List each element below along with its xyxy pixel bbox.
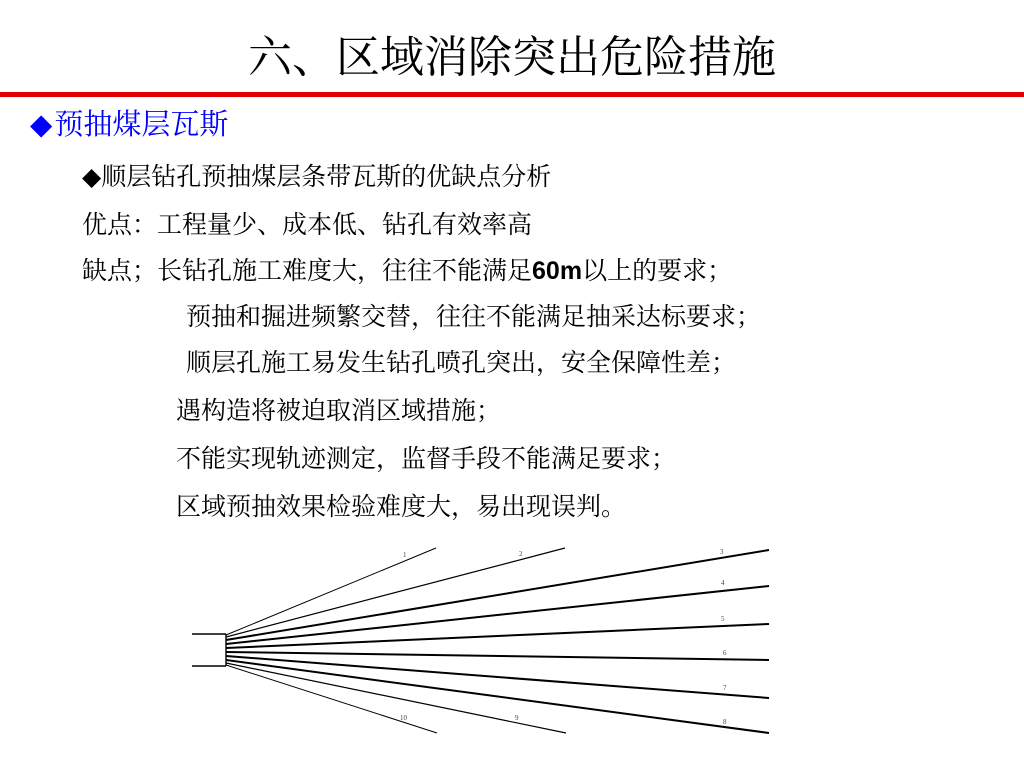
slide-title: 六、区域消除突出危险措施 — [248, 32, 776, 83]
hole-label: 6 — [723, 649, 727, 657]
disadvantage-length-value: 60m — [532, 257, 583, 285]
section-heading-text: 预抽煤层瓦斯 — [54, 107, 229, 141]
hole-label: 10 — [400, 714, 407, 722]
disadvantage-item: 遇构造将被迫取消区域措施； — [176, 396, 502, 425]
disadvantage-item: 区域预抽效果检验难度大，易出现误判。 — [176, 492, 627, 521]
disadvantage-item: 预抽和掘进频繁交替，往往不能满足抽采达标要求； — [186, 302, 762, 331]
hole-label: 5 — [721, 615, 725, 623]
borehole-line — [226, 652, 769, 660]
diamond-bullet-icon: ◆ — [30, 107, 53, 141]
hole-label: 4 — [721, 579, 725, 587]
hole-label: 3 — [720, 548, 724, 556]
borehole-line — [226, 660, 769, 733]
advantages-line: 优点：工程量少、成本低、钻孔有效率高 — [82, 210, 533, 239]
disadvantage-item: 顺层孔施工易发生钻孔喷孔突出，安全保障性差； — [186, 348, 737, 377]
hole-label: 2 — [519, 550, 523, 558]
disadvantage-item: 不能实现轨迹测定，监督手段不能满足要求； — [176, 444, 677, 473]
hole-label: 9 — [515, 714, 519, 722]
disadvantage-text-end: 以上的要求； — [582, 256, 733, 285]
diamond-bullet-icon: ◆ — [82, 162, 102, 191]
disadvantage-text-start: 缺点；长钻孔施工难度大，往往不能满足 — [82, 256, 533, 285]
hole-label: 1 — [403, 551, 407, 559]
subheading-text: 顺层钻孔预抽煤层条带瓦斯的优缺点分析 — [101, 162, 552, 191]
hole-label: 8 — [723, 718, 727, 726]
borehole-line — [226, 665, 437, 733]
hole-label: 7 — [723, 684, 727, 692]
roadway-outline — [192, 634, 226, 666]
